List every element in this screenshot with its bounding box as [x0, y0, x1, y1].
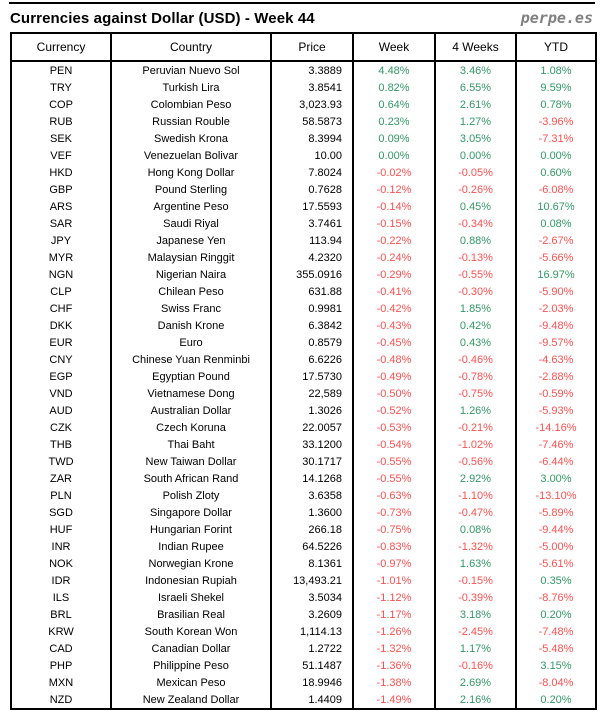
table-row	[11, 402, 596, 419]
table-row	[11, 640, 596, 657]
cell-price: 3.2609	[271, 606, 353, 623]
cell-country: Indian Rupee	[111, 538, 271, 555]
cell-country: Singapore Dollar	[111, 504, 271, 521]
cell-country: Pound Sterling	[111, 181, 271, 198]
table-row	[11, 691, 596, 709]
cell-price: 3.7461	[271, 215, 353, 232]
table-row	[11, 606, 596, 623]
cell-week: 4.48%	[353, 61, 435, 79]
cell-price: 3.8541	[271, 79, 353, 96]
cell-ytd: -14.16%	[516, 419, 596, 436]
cell-week: -0.53%	[353, 419, 435, 436]
cell-country: Swiss Franc	[111, 300, 271, 317]
cell-price: 17.5730	[271, 368, 353, 385]
cell-country: Polish Zloty	[111, 487, 271, 504]
cell-week: -0.29%	[353, 266, 435, 283]
cell-week: -1.32%	[353, 640, 435, 657]
cell-price: 13,493.21	[271, 572, 353, 589]
cell-week: -0.43%	[353, 317, 435, 334]
cell-4weeks: 0.42%	[435, 317, 516, 334]
cell-ytd: 0.35%	[516, 572, 596, 589]
cell-ytd: 0.08%	[516, 215, 596, 232]
cell-4weeks: 0.88%	[435, 232, 516, 249]
cell-price: 0.8579	[271, 334, 353, 351]
cell-currency-code: CLP	[11, 283, 111, 300]
cell-4weeks: 6.55%	[435, 79, 516, 96]
cell-4weeks: 0.43%	[435, 334, 516, 351]
cell-4weeks: -0.21%	[435, 419, 516, 436]
cell-price: 266.18	[271, 521, 353, 538]
cell-currency-code: ARS	[11, 198, 111, 215]
cell-currency-code: SGD	[11, 504, 111, 521]
cell-ytd: -4.63%	[516, 351, 596, 368]
cell-week: -0.50%	[353, 385, 435, 402]
cell-ytd: -9.48%	[516, 317, 596, 334]
cell-week: -0.14%	[353, 198, 435, 215]
cell-ytd: 0.78%	[516, 96, 596, 113]
cell-price: 4.2320	[271, 249, 353, 266]
cell-ytd: 0.20%	[516, 691, 596, 709]
cell-country: Vietnamese Dong	[111, 385, 271, 402]
cell-4weeks: -0.34%	[435, 215, 516, 232]
cell-price: 6.3842	[271, 317, 353, 334]
cell-currency-code: KRW	[11, 623, 111, 640]
cell-4weeks: -0.30%	[435, 283, 516, 300]
table-row	[11, 113, 596, 130]
cell-4weeks: 1.63%	[435, 555, 516, 572]
cell-country: Australian Dollar	[111, 402, 271, 419]
cell-country: Israeli Shekel	[111, 589, 271, 606]
cell-4weeks: 1.17%	[435, 640, 516, 657]
cell-currency-code: THB	[11, 436, 111, 453]
site-logo[interactable]: perpe.es	[520, 9, 593, 27]
cell-price: 3.6358	[271, 487, 353, 504]
cell-4weeks: 3.18%	[435, 606, 516, 623]
cell-ytd: -13.10%	[516, 487, 596, 504]
cell-4weeks: 1.85%	[435, 300, 516, 317]
cell-week: -0.02%	[353, 164, 435, 181]
cell-country: Mexican Peso	[111, 674, 271, 691]
cell-currency-code: COP	[11, 96, 111, 113]
cell-week: -0.73%	[353, 504, 435, 521]
cell-price: 1,114.13	[271, 623, 353, 640]
cell-currency-code: RUB	[11, 113, 111, 130]
cell-week: -1.38%	[353, 674, 435, 691]
cell-4weeks: -0.75%	[435, 385, 516, 402]
cell-week: -1.49%	[353, 691, 435, 709]
table-row	[11, 453, 596, 470]
cell-ytd: 3.15%	[516, 657, 596, 674]
cell-currency-code: NOK	[11, 555, 111, 572]
cell-currency-code: TWD	[11, 453, 111, 470]
table-row	[11, 504, 596, 521]
cell-ytd: -2.88%	[516, 368, 596, 385]
cell-country: Euro	[111, 334, 271, 351]
table-row	[11, 232, 596, 249]
currency-table-body	[11, 61, 596, 709]
cell-currency-code: SEK	[11, 130, 111, 147]
cell-ytd: 0.00%	[516, 147, 596, 164]
cell-price: 1.4409	[271, 691, 353, 709]
table-row	[11, 334, 596, 351]
cell-4weeks: 2.61%	[435, 96, 516, 113]
table-row	[11, 249, 596, 266]
cell-country: Swedish Krona	[111, 130, 271, 147]
cell-ytd: -7.31%	[516, 130, 596, 147]
cell-price: 22,589	[271, 385, 353, 402]
cell-price: 18.9946	[271, 674, 353, 691]
cell-ytd: -9.57%	[516, 334, 596, 351]
cell-week: -0.52%	[353, 402, 435, 419]
cell-price: 1.3026	[271, 402, 353, 419]
header-row	[11, 33, 596, 61]
table-row	[11, 555, 596, 572]
cell-country: Thai Baht	[111, 436, 271, 453]
cell-currency-code: VND	[11, 385, 111, 402]
cell-price: 58.5873	[271, 113, 353, 130]
cell-week: -0.48%	[353, 351, 435, 368]
column-header-price: Price	[271, 33, 353, 61]
table-row	[11, 215, 596, 232]
cell-price: 64.5226	[271, 538, 353, 555]
cell-currency-code: JPY	[11, 232, 111, 249]
cell-price: 631.88	[271, 283, 353, 300]
cell-week: -1.12%	[353, 589, 435, 606]
cell-country: Indonesian Rupiah	[111, 572, 271, 589]
cell-week: -0.15%	[353, 215, 435, 232]
cell-week: -1.36%	[353, 657, 435, 674]
cell-week: -0.42%	[353, 300, 435, 317]
cell-price: 3.5034	[271, 589, 353, 606]
cell-ytd: -8.04%	[516, 674, 596, 691]
table-row	[11, 79, 596, 96]
cell-week: -0.12%	[353, 181, 435, 198]
cell-week: -0.97%	[353, 555, 435, 572]
cell-4weeks: 1.27%	[435, 113, 516, 130]
cell-ytd: -5.66%	[516, 249, 596, 266]
cell-currency-code: EGP	[11, 368, 111, 385]
cell-currency-code: ZAR	[11, 470, 111, 487]
cell-country: South Korean Won	[111, 623, 271, 640]
cell-week: -1.17%	[353, 606, 435, 623]
cell-4weeks: 3.46%	[435, 61, 516, 79]
table-row	[11, 198, 596, 215]
cell-ytd: 16.97%	[516, 266, 596, 283]
cell-4weeks: -0.15%	[435, 572, 516, 589]
cell-country: Colombian Peso	[111, 96, 271, 113]
cell-week: 0.00%	[353, 147, 435, 164]
cell-country: Canadian Dollar	[111, 640, 271, 657]
cell-4weeks: -0.46%	[435, 351, 516, 368]
cell-ytd: -8.76%	[516, 589, 596, 606]
cell-currency-code: NGN	[11, 266, 111, 283]
cell-price: 113.94	[271, 232, 353, 249]
cell-ytd: -5.00%	[516, 538, 596, 555]
table-row	[11, 470, 596, 487]
cell-4weeks: -2.45%	[435, 623, 516, 640]
cell-4weeks: 0.08%	[435, 521, 516, 538]
cell-price: 17.5593	[271, 198, 353, 215]
cell-price: 8.1361	[271, 555, 353, 572]
cell-ytd: 0.60%	[516, 164, 596, 181]
cell-currency-code: GBP	[11, 181, 111, 198]
cell-week: 0.23%	[353, 113, 435, 130]
cell-currency-code: VEF	[11, 147, 111, 164]
cell-currency-code: EUR	[11, 334, 111, 351]
column-header-week: Week	[353, 33, 435, 61]
cell-week: -0.45%	[353, 334, 435, 351]
cell-price: 10.00	[271, 147, 353, 164]
cell-country: Chinese Yuan Renminbi	[111, 351, 271, 368]
column-header-4-weeks: 4 Weeks	[435, 33, 516, 61]
cell-4weeks: 1.26%	[435, 402, 516, 419]
cell-week: -1.01%	[353, 572, 435, 589]
cell-week: -0.54%	[353, 436, 435, 453]
cell-4weeks: 2.92%	[435, 470, 516, 487]
cell-country: Hungarian Forint	[111, 521, 271, 538]
cell-ytd: -0.59%	[516, 385, 596, 402]
table-row	[11, 300, 596, 317]
table-row	[11, 61, 596, 79]
cell-ytd: -7.48%	[516, 623, 596, 640]
cell-4weeks: -1.10%	[435, 487, 516, 504]
cell-price: 1.2722	[271, 640, 353, 657]
cell-currency-code: INR	[11, 538, 111, 555]
cell-ytd: 10.67%	[516, 198, 596, 215]
cell-4weeks: -0.55%	[435, 266, 516, 283]
cell-country: Peruvian Nuevo Sol	[111, 61, 271, 79]
cell-currency-code: CNY	[11, 351, 111, 368]
cell-country: Czech Koruna	[111, 419, 271, 436]
cell-currency-code: PLN	[11, 487, 111, 504]
cell-ytd: 0.20%	[516, 606, 596, 623]
cell-ytd: -5.89%	[516, 504, 596, 521]
table-row	[11, 130, 596, 147]
cell-4weeks: -0.05%	[435, 164, 516, 181]
table-row	[11, 385, 596, 402]
table-row	[11, 572, 596, 589]
cell-ytd: -6.44%	[516, 453, 596, 470]
table-row	[11, 96, 596, 113]
cell-currency-code: MYR	[11, 249, 111, 266]
cell-country: South African Rand	[111, 470, 271, 487]
cell-currency-code: HKD	[11, 164, 111, 181]
cell-country: New Taiwan Dollar	[111, 453, 271, 470]
cell-ytd: -9.44%	[516, 521, 596, 538]
cell-week: -0.22%	[353, 232, 435, 249]
column-header-country: Country	[111, 33, 271, 61]
table-row	[11, 317, 596, 334]
cell-price: 8.3994	[271, 130, 353, 147]
cell-currency-code: BRL	[11, 606, 111, 623]
cell-week: -0.75%	[353, 521, 435, 538]
cell-4weeks: -0.78%	[435, 368, 516, 385]
table-row	[11, 164, 596, 181]
cell-ytd: -5.48%	[516, 640, 596, 657]
cell-4weeks: -0.26%	[435, 181, 516, 198]
cell-4weeks: -0.56%	[435, 453, 516, 470]
cell-country: Philippine Peso	[111, 657, 271, 674]
cell-price: 14.1268	[271, 470, 353, 487]
cell-price: 30.1717	[271, 453, 353, 470]
cell-ytd: 9.59%	[516, 79, 596, 96]
cell-4weeks: 2.16%	[435, 691, 516, 709]
cell-country: Turkish Lira	[111, 79, 271, 96]
cell-ytd: -6.08%	[516, 181, 596, 198]
cell-price: 51.1487	[271, 657, 353, 674]
cell-week: -1.26%	[353, 623, 435, 640]
cell-currency-code: HUF	[11, 521, 111, 538]
cell-currency-code: IDR	[11, 572, 111, 589]
cell-country: New Zealand Dollar	[111, 691, 271, 709]
cell-4weeks: 3.05%	[435, 130, 516, 147]
cell-currency-code: CZK	[11, 419, 111, 436]
cell-week: 0.82%	[353, 79, 435, 96]
cell-currency-code: SAR	[11, 215, 111, 232]
table-row	[11, 674, 596, 691]
table-row	[11, 283, 596, 300]
cell-currency-code: PEN	[11, 61, 111, 79]
cell-price: 22.0057	[271, 419, 353, 436]
cell-price: 3.3889	[271, 61, 353, 79]
cell-country: Chilean Peso	[111, 283, 271, 300]
cell-4weeks: -0.47%	[435, 504, 516, 521]
cell-week: -0.63%	[353, 487, 435, 504]
cell-4weeks: -1.02%	[435, 436, 516, 453]
cell-country: Saudi Riyal	[111, 215, 271, 232]
cell-country: Danish Krone	[111, 317, 271, 334]
cell-currency-code: CAD	[11, 640, 111, 657]
cell-4weeks: 2.69%	[435, 674, 516, 691]
cell-currency-code: MXN	[11, 674, 111, 691]
cell-currency-code: TRY	[11, 79, 111, 96]
column-header-currency: Currency	[11, 33, 111, 61]
cell-week: -0.41%	[353, 283, 435, 300]
cell-week: -0.55%	[353, 470, 435, 487]
cell-currency-code: NZD	[11, 691, 111, 709]
cell-country: Venezuelan Bolivar	[111, 147, 271, 164]
cell-currency-code: DKK	[11, 317, 111, 334]
cell-ytd: -3.96%	[516, 113, 596, 130]
cell-currency-code: CHF	[11, 300, 111, 317]
cell-week: 0.09%	[353, 130, 435, 147]
cell-week: -0.83%	[353, 538, 435, 555]
cell-country: Norwegian Krone	[111, 555, 271, 572]
cell-currency-code: PHP	[11, 657, 111, 674]
table-row	[11, 657, 596, 674]
table-row	[11, 147, 596, 164]
cell-week: -0.55%	[353, 453, 435, 470]
table-row	[11, 623, 596, 640]
column-header-ytd: YTD	[516, 33, 596, 61]
cell-price: 0.9981	[271, 300, 353, 317]
cell-price: 1.3600	[271, 504, 353, 521]
cell-ytd: -2.03%	[516, 300, 596, 317]
cell-ytd: 1.08%	[516, 61, 596, 79]
table-row	[11, 266, 596, 283]
cell-4weeks: 0.45%	[435, 198, 516, 215]
table-row	[11, 589, 596, 606]
cell-price: 7.8024	[271, 164, 353, 181]
cell-4weeks: -0.39%	[435, 589, 516, 606]
masthead	[0, 4, 604, 32]
cell-week: -0.24%	[353, 249, 435, 266]
cell-country: Japanese Yen	[111, 232, 271, 249]
cell-country: Egyptian Pound	[111, 368, 271, 385]
cell-4weeks: -0.13%	[435, 249, 516, 266]
cell-ytd: -2.67%	[516, 232, 596, 249]
table-row	[11, 538, 596, 555]
cell-country: Nigerian Naira	[111, 266, 271, 283]
cell-price: 33.1200	[271, 436, 353, 453]
cell-country: Malaysian Ringgit	[111, 249, 271, 266]
cell-country: Hong Kong Dollar	[111, 164, 271, 181]
cell-currency-code: AUD	[11, 402, 111, 419]
page-title: Currencies against Dollar (USD) - Week 44	[10, 9, 315, 27]
cell-ytd: 3.00%	[516, 470, 596, 487]
cell-country: Brasilian Real	[111, 606, 271, 623]
cell-week: -0.49%	[353, 368, 435, 385]
cell-4weeks: 0.00%	[435, 147, 516, 164]
cell-ytd: -5.93%	[516, 402, 596, 419]
table-row	[11, 436, 596, 453]
cell-4weeks: -0.16%	[435, 657, 516, 674]
cell-price: 0.7628	[271, 181, 353, 198]
table-row	[11, 351, 596, 368]
cell-price: 3,023.93	[271, 96, 353, 113]
cell-week: 0.64%	[353, 96, 435, 113]
cell-ytd: -5.61%	[516, 555, 596, 572]
table-row	[11, 487, 596, 504]
cell-4weeks: -1.32%	[435, 538, 516, 555]
cell-country: Russian Rouble	[111, 113, 271, 130]
table-row	[11, 419, 596, 436]
table-row	[11, 181, 596, 198]
cell-price: 355.0916	[271, 266, 353, 283]
table-row	[11, 521, 596, 538]
currency-table	[10, 32, 597, 710]
cell-ytd: -5.90%	[516, 283, 596, 300]
cell-currency-code: ILS	[11, 589, 111, 606]
cell-ytd: -7.46%	[516, 436, 596, 453]
cell-country: Argentine Peso	[111, 198, 271, 215]
cell-price: 6.6226	[271, 351, 353, 368]
table-row	[11, 368, 596, 385]
